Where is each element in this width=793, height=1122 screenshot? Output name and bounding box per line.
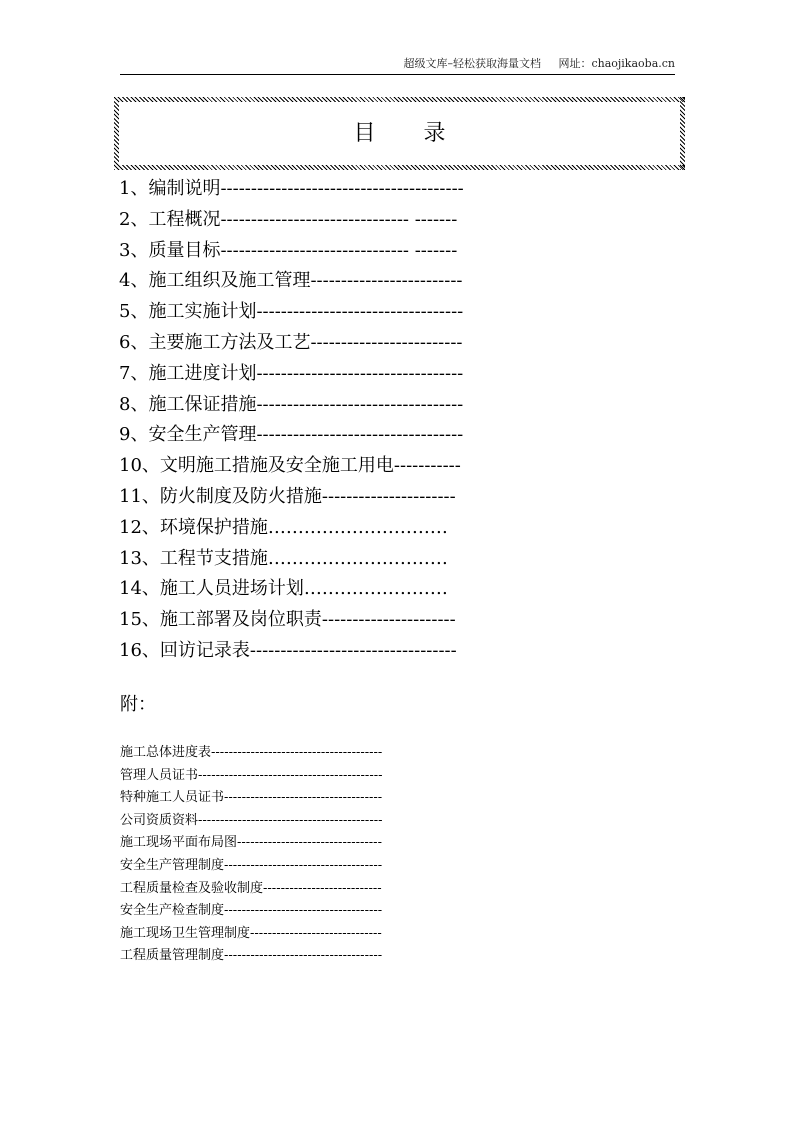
toc-label: 施工组织及施工管理 — [148, 270, 311, 292]
toc-number: 14、 — [119, 578, 160, 600]
appendix-leader: ------------------------------------ — [224, 948, 383, 964]
appendix-label: 安全生产管理制度 — [120, 857, 225, 873]
toc-number: 7、 — [119, 362, 149, 384]
toc-item[interactable] — [119, 420, 539, 451]
table-of-contents — [119, 174, 539, 667]
appendix-leader: ------------------------------------------ — [198, 767, 383, 783]
toc-label: 施工人员进场计划 — [159, 578, 304, 600]
toc-leader: ------------------------- — [310, 331, 463, 353]
toc-leader: ------------------------- — [310, 270, 463, 292]
appendix-label: 特种施工人员证书 — [120, 790, 225, 806]
toc-leader: ---------------------- — [321, 609, 456, 631]
appendix-item[interactable] — [120, 832, 450, 855]
toc-item[interactable] — [119, 605, 539, 636]
appendix-label: 公司资质资料 — [120, 812, 199, 828]
appendix-leader: --------------------------- — [263, 880, 382, 896]
page-header — [120, 56, 675, 75]
toc-label: 文明施工措施及安全施工用电 — [159, 455, 394, 477]
toc-leader: ---------------------------------- — [249, 639, 457, 661]
header-site-name: 超级文库–轻松获取海量文档 — [403, 57, 541, 70]
toc-leader: ------------------------------- ------- — [220, 208, 458, 230]
toc-item[interactable] — [119, 205, 539, 236]
appendix-item[interactable] — [120, 900, 450, 923]
toc-number: 1、 — [119, 178, 149, 199]
toc-label: 环境保护措施 — [159, 516, 268, 538]
toc-number: 3、 — [119, 239, 149, 261]
toc-label: 主要施工方法及工艺 — [148, 331, 311, 353]
toc-leader: ………………………… — [267, 547, 448, 569]
toc-number: 2、 — [119, 208, 149, 230]
appendix-label: 工程质量管理制度 — [120, 948, 225, 964]
toc-item[interactable] — [119, 236, 539, 267]
toc-label: 编制说明 — [148, 178, 221, 199]
toc-leader: …………………… — [303, 578, 448, 600]
toc-leader: ---------------------------------------- — [220, 178, 464, 199]
toc-item[interactable] — [119, 544, 539, 575]
appendix-leader: ------------------------------------------ — [198, 812, 383, 828]
appendix-item[interactable] — [120, 787, 450, 810]
toc-label: 施工部署及岗位职责 — [159, 609, 322, 631]
appendix-leader: ------------------------------------ — [224, 857, 383, 873]
toc-number: 15、 — [119, 609, 160, 631]
toc-item[interactable] — [119, 297, 539, 328]
toc-label: 安全生产管理 — [148, 424, 257, 446]
toc-leader: ----------- — [393, 455, 461, 477]
toc-label: 质量目标 — [148, 239, 221, 261]
toc-item[interactable] — [119, 328, 539, 359]
appendix-label: 管理人员证书 — [120, 767, 199, 783]
toc-label: 工程概况 — [148, 208, 221, 230]
appendix-label: 施工现场卫生管理制度 — [120, 925, 251, 941]
title-frame — [114, 97, 685, 170]
toc-leader: ………………………… — [267, 516, 448, 538]
appendix-item[interactable] — [120, 878, 450, 901]
appendix-item[interactable] — [120, 742, 450, 765]
toc-item[interactable] — [119, 390, 539, 421]
appendix-item[interactable] — [120, 810, 450, 833]
header-url: 网址：chaojikaoba.cn — [558, 57, 675, 70]
toc-label: 施工实施计划 — [148, 301, 257, 323]
toc-item[interactable] — [119, 359, 539, 390]
toc-leader: ---------------------------------- — [256, 301, 464, 323]
toc-leader: ---------------------------------- — [256, 362, 464, 384]
appendix-item[interactable] — [120, 945, 450, 968]
toc-number: 11、 — [119, 485, 160, 507]
toc-leader: ---------------------- — [321, 485, 456, 507]
toc-number: 6、 — [119, 331, 149, 353]
appendix-label: 安全生产检查制度 — [120, 903, 225, 919]
toc-label: 施工保证措施 — [148, 393, 257, 415]
toc-number: 9、 — [119, 424, 149, 446]
appendix-label: 工程质量检查及验收制度 — [120, 880, 264, 896]
toc-label: 回访记录表 — [159, 639, 250, 661]
toc-item[interactable] — [119, 266, 539, 297]
appendix-item[interactable] — [120, 923, 450, 946]
toc-item[interactable] — [119, 451, 539, 482]
toc-number: 5、 — [119, 301, 149, 323]
appendix-leader: ------------------------------ — [250, 925, 382, 941]
toc-number: 12、 — [119, 516, 160, 538]
appendix-label: 施工总体进度表 — [120, 745, 212, 760]
toc-item[interactable] — [119, 574, 539, 605]
appendix-leader: ------------------------------------ — [224, 903, 383, 919]
toc-leader: ------------------------------- ------- — [220, 239, 458, 261]
appendix-label: 施工现场平面布局图 — [120, 835, 238, 851]
appendix-leader: --------------------------------------- — [211, 745, 383, 760]
toc-leader: ---------------------------------- — [256, 424, 464, 446]
title-frame-inner — [119, 102, 680, 165]
toc-number: 16、 — [119, 639, 160, 661]
toc-number: 13、 — [119, 547, 160, 569]
appendix-heading: 附： — [120, 694, 156, 715]
appendix-leader: --------------------------------- — [237, 835, 382, 851]
toc-label: 施工进度计划 — [148, 362, 257, 384]
toc-item[interactable] — [119, 636, 539, 667]
toc-leader: ---------------------------------- — [256, 393, 464, 415]
toc-item[interactable] — [119, 513, 539, 544]
appendix-item[interactable] — [120, 855, 450, 878]
toc-number: 8、 — [119, 393, 149, 415]
appendix-list — [120, 742, 450, 968]
toc-label: 工程节支措施 — [159, 547, 268, 569]
toc-item[interactable] — [119, 174, 539, 205]
page-title: 目录 — [353, 121, 494, 146]
toc-number: 10、 — [119, 455, 160, 477]
appendix-leader: ------------------------------------ — [224, 790, 383, 806]
appendix-item[interactable] — [120, 765, 450, 788]
toc-label: 防火制度及防火措施 — [159, 485, 322, 507]
toc-item[interactable] — [119, 482, 539, 513]
toc-number: 4、 — [119, 270, 149, 292]
